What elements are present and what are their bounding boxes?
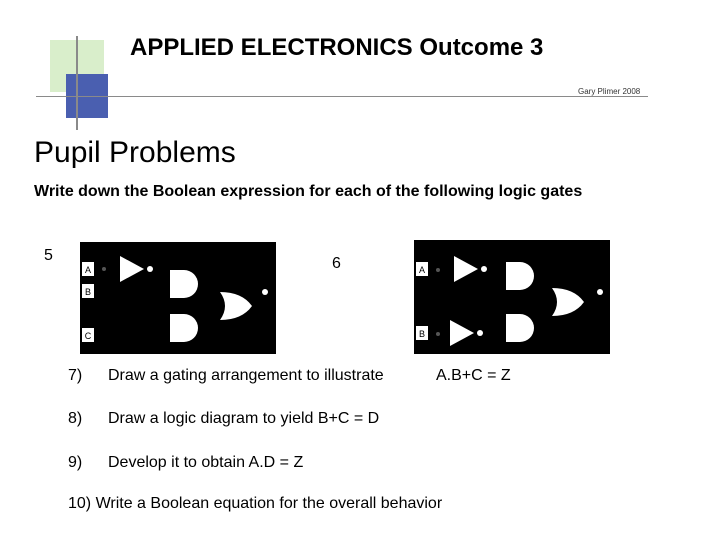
and-gate-lower (506, 314, 534, 342)
instruction-text: Write down the Boolean expression for each of the following logic gates (34, 183, 583, 200)
task-number: 7) (68, 367, 83, 384)
task-10: 10) Write a Boolean equation for the overall behavior (68, 495, 443, 512)
not-gate-bubble (147, 266, 153, 272)
or-gate (220, 292, 252, 320)
task-expression: A.B+C = Z (436, 367, 511, 384)
problem-number-6: 6 (332, 255, 341, 272)
input-label-a: A (418, 265, 426, 275)
not-gate-lower (450, 320, 474, 346)
not-gate-upper (454, 256, 478, 282)
input-label-b: B (418, 329, 426, 339)
not-gate (120, 256, 144, 282)
and-gate-upper (506, 262, 534, 290)
logic-diagram-5 (80, 242, 276, 354)
logic-diagram-6 (414, 240, 610, 354)
task-number: 8) (68, 410, 83, 427)
problem-number-5: 5 (44, 247, 53, 264)
output-node (597, 289, 603, 295)
input-label-b: B (84, 287, 92, 297)
task-text: Draw a logic diagram to yield B+C = D (108, 410, 380, 427)
task-number: 9) (68, 454, 83, 471)
input-label-c: C (84, 331, 92, 341)
output-node (262, 289, 268, 295)
slide-title: APPLIED ELECTRONICS Outcome 3 (130, 34, 544, 61)
input-label-a: A (84, 265, 92, 275)
task-9 (0, 454, 720, 476)
task-text: Draw a gating arrangement to illustrate (108, 367, 384, 384)
and-gate-upper (170, 270, 198, 298)
header-divider-vertical (76, 36, 78, 130)
and-gate-lower (170, 314, 198, 342)
input-node (102, 267, 106, 271)
input-node (436, 268, 440, 272)
or-gate (552, 288, 584, 316)
author-credit: Gary Plimer 2008 (578, 87, 641, 96)
input-node (436, 332, 440, 336)
task-8 (0, 410, 720, 432)
not-gate-bubble (477, 330, 483, 336)
header-divider-horizontal (36, 96, 648, 97)
not-gate-bubble (481, 266, 487, 272)
task-text: Develop it to obtain A.D = Z (108, 454, 304, 471)
section-heading: Pupil Problems (34, 136, 236, 169)
task-7 (0, 367, 720, 389)
